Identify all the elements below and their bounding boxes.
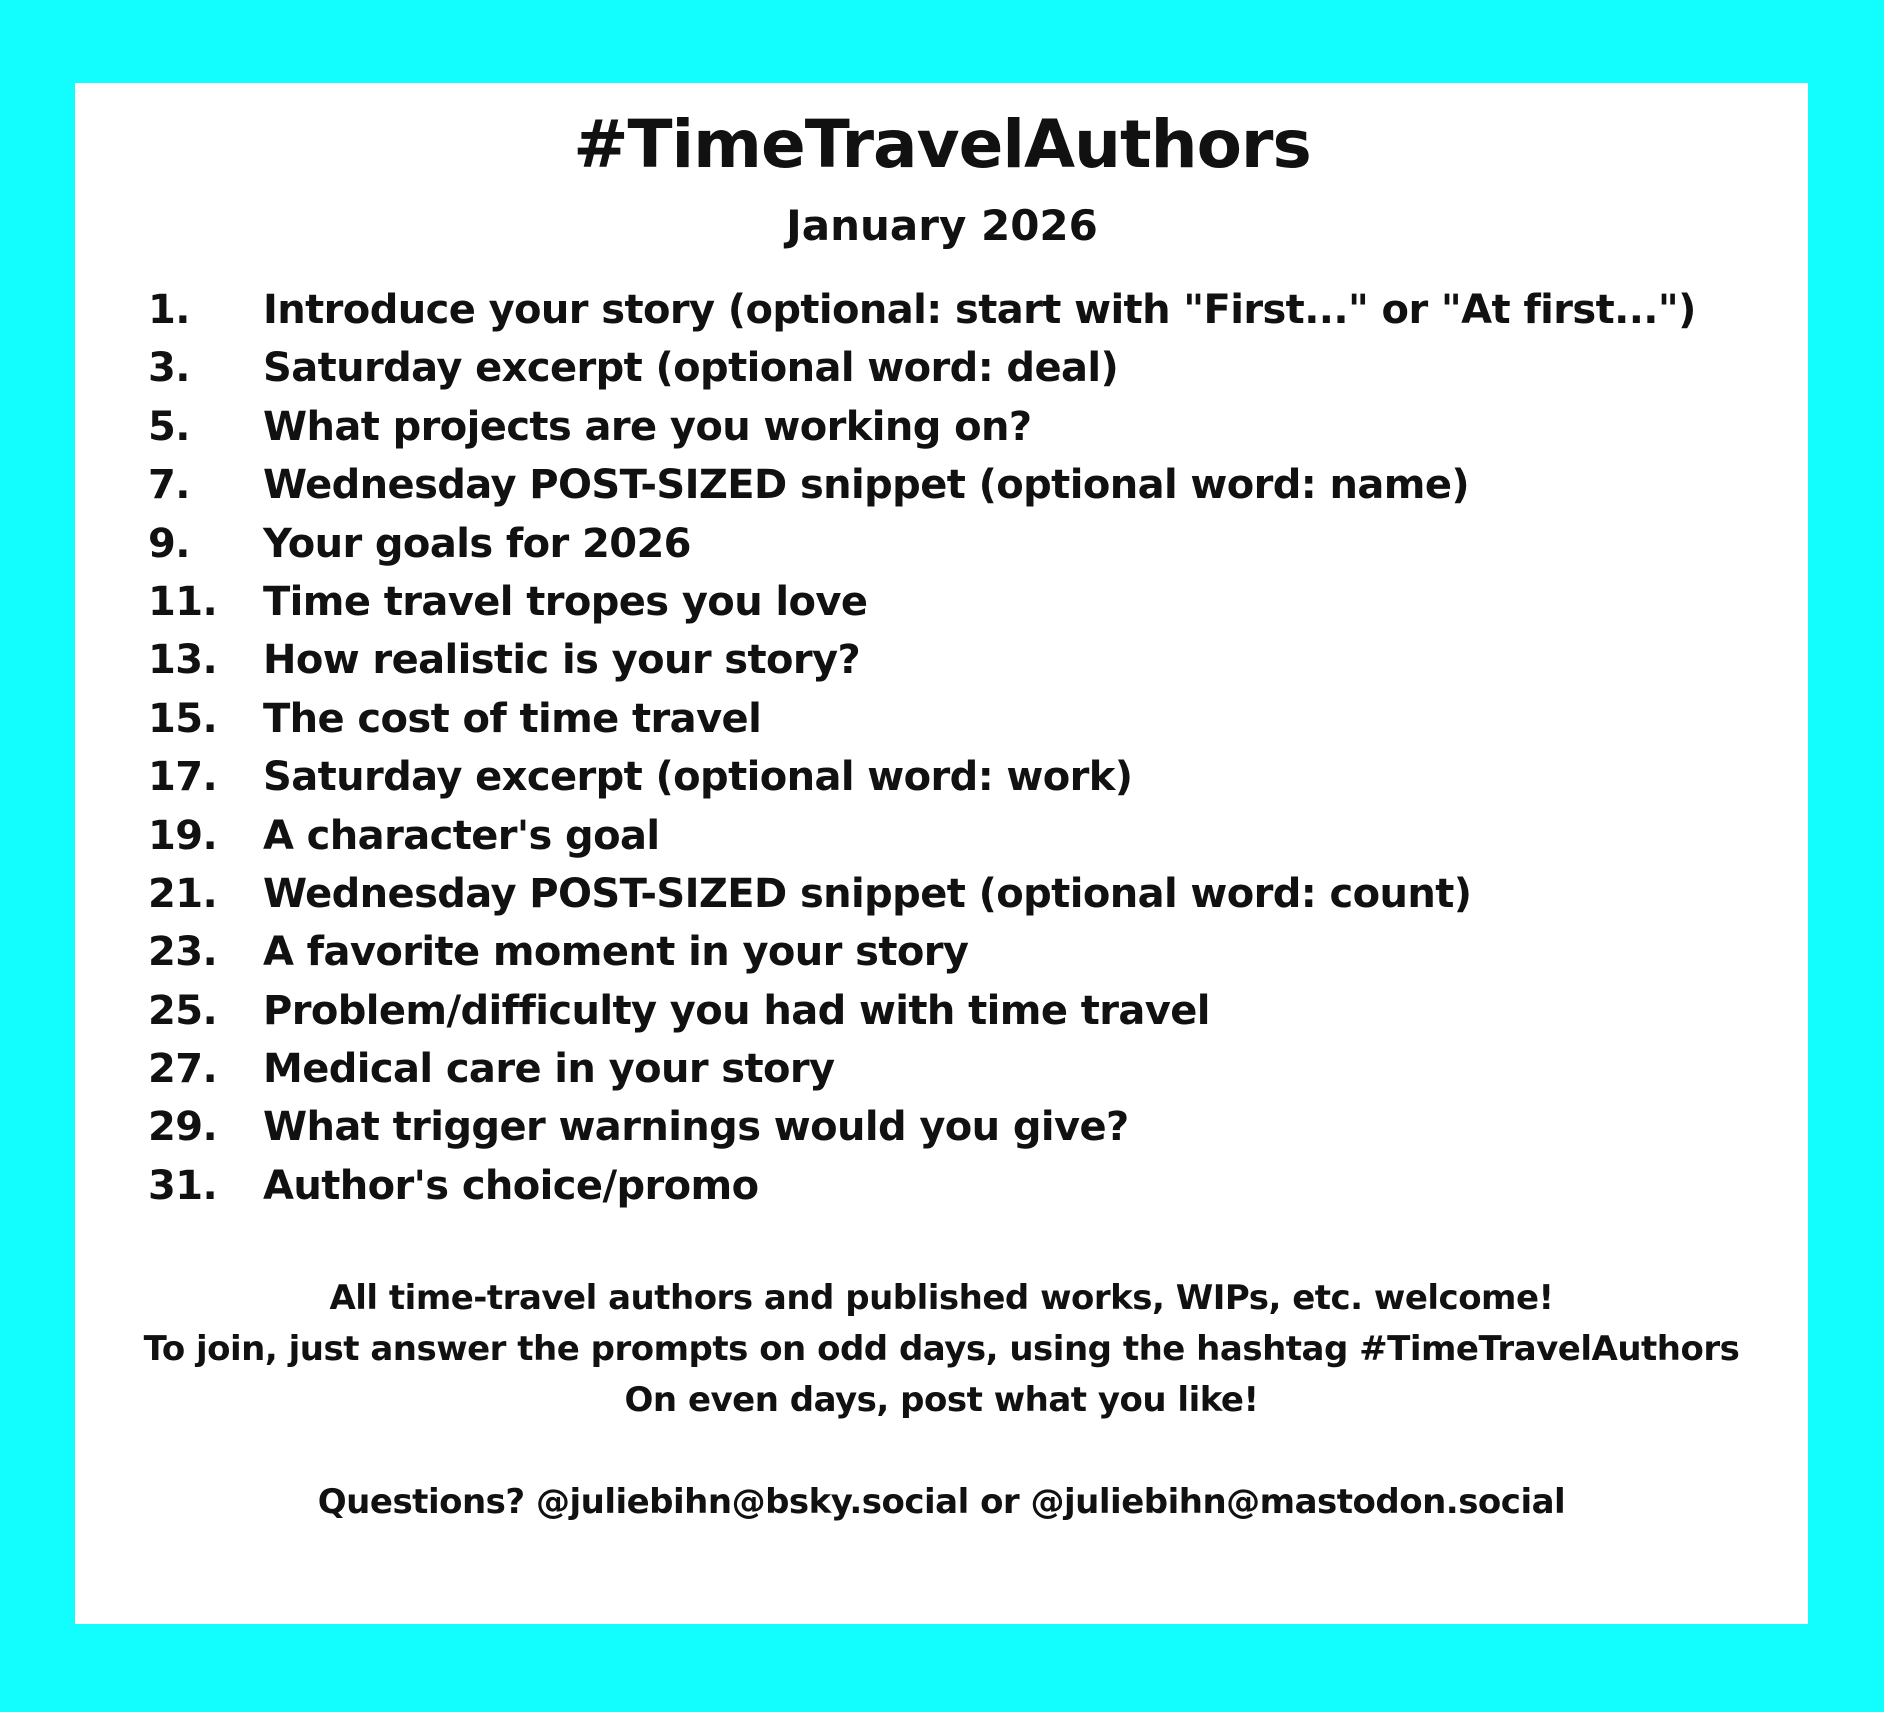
list-item: [148, 573, 1808, 631]
prompt-text: A favorite moment in your story: [263, 929, 969, 976]
prompt-text: Author's choice/promo: [263, 1162, 759, 1209]
page-title: #TimeTravelAuthors: [573, 106, 1311, 183]
prompt-text: A character's goal: [263, 812, 660, 859]
prompt-list: [148, 281, 1808, 1215]
footer-even-days-text: On even days, post what you like!: [624, 1380, 1259, 1420]
list-item: [148, 807, 1808, 865]
prompt-day: 1.: [148, 287, 190, 333]
list-item: [148, 982, 1808, 1040]
list-item: [148, 748, 1808, 806]
month-subtitle: January 2026: [786, 201, 1098, 250]
prompt-text: What projects are you working on?: [263, 403, 1032, 450]
list-item: [148, 923, 1808, 981]
list-item: [148, 339, 1808, 397]
prompt-text: Your goals for 2026: [263, 520, 691, 567]
prompt-text: Medical care in your story: [263, 1046, 835, 1093]
prompt-day: 13.: [148, 637, 218, 684]
prompt-text: The cost of time travel: [263, 695, 762, 742]
prompt-day: 23.: [148, 929, 218, 976]
prompt-text: Introduce your story (optional: start with "First..." or "At first..."): [263, 287, 1696, 333]
prompt-day: 31.: [148, 1162, 218, 1209]
list-item: [148, 631, 1808, 689]
prompt-text: Wednesday POST-SIZED snippet (optional word: count): [263, 870, 1472, 917]
prompt-day: 7.: [148, 462, 190, 509]
list-item: [148, 1040, 1808, 1098]
prompt-day: 5.: [148, 403, 190, 450]
list-item: [148, 456, 1808, 514]
prompt-text: How realistic is your story?: [263, 637, 861, 684]
prompt-text: Problem/difficulty you had with time travel: [263, 987, 1210, 1034]
footer-join-text: To join, just answer the prompts on odd days, using the hashtag #TimeTravelAuthors: [143, 1329, 1740, 1369]
list-item: [148, 865, 1808, 923]
prompt-text: Time travel tropes you love: [263, 578, 868, 625]
prompt-day: 29.: [148, 1104, 218, 1151]
prompt-day: 15.: [148, 695, 218, 742]
footer-contact-text: Questions? @juliebihn@bsky.social or @juliebihn@mastodon.social: [317, 1482, 1566, 1522]
prompt-day: 11.: [148, 578, 218, 625]
prompt-day: 27.: [148, 1046, 218, 1093]
footer-welcome-text: All time-travel authors and published works, WIPs, etc. welcome!: [329, 1278, 1554, 1318]
list-item: [148, 281, 1808, 339]
prompt-day: 17.: [148, 754, 218, 801]
prompt-text: What trigger warnings would you give?: [263, 1104, 1129, 1151]
prompt-text: Saturday excerpt (optional word: deal): [263, 345, 1119, 392]
list-item: [148, 690, 1808, 748]
prompt-text: Saturday excerpt (optional word: work): [263, 754, 1133, 801]
prompt-day: 25.: [148, 987, 218, 1034]
prompt-day: 21.: [148, 870, 218, 917]
prompt-day: 3.: [148, 345, 190, 392]
list-item: [148, 515, 1808, 573]
prompt-day: 19.: [148, 812, 218, 859]
prompt-day: 9.: [148, 520, 190, 567]
list-item: [148, 1157, 1808, 1215]
prompt-text: Wednesday POST-SIZED snippet (optional word: name): [263, 462, 1470, 509]
list-item: [148, 398, 1808, 456]
list-item: [148, 1098, 1808, 1156]
